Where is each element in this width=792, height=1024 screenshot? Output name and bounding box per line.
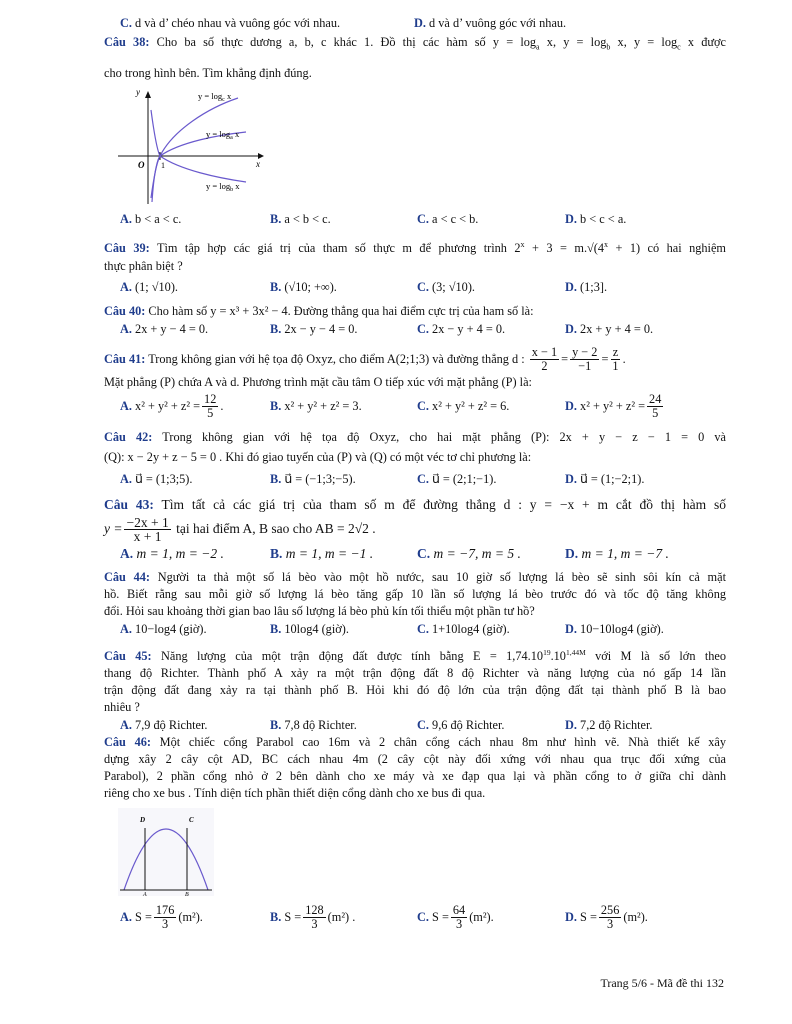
question-text: Người ta thả một số lá bèo vào một hồ nước, sau 10 giờ số lượng lá bèo sẽ sinh sôi kín cả mặt [157, 569, 726, 584]
option-d[interactable]: D. 7,2 độ Richter. [565, 717, 653, 732]
q39-line1 [104, 236, 726, 257]
q42-line2: (Q): x − 2y + z − 5 = 0 . Khi đó giao tuyến của (P) và (Q) có một véc tơ chỉ phương là: [104, 449, 532, 464]
option-c[interactable]: C. m = −7, m = 5 . [417, 545, 521, 561]
subscript: c [677, 42, 681, 52]
q42-options [104, 470, 726, 488]
fraction: $\frac{-2x + 1}{x + 1}$ [126, 514, 169, 544]
q45-options [104, 716, 726, 734]
q43-line2: y = $\frac{-2x + 1}{x + 1}$ tại hai điểm A, B sao cho AB = 2√2 . [104, 514, 376, 544]
point-d-label: D [140, 815, 146, 824]
origin-label: O [138, 160, 145, 171]
parabola-gate-svg [118, 808, 214, 896]
option-a[interactable]: A. 2x + y − 4 = 0. [120, 321, 209, 336]
option-b[interactable]: B. m = 1, m = −1 . [270, 545, 374, 561]
subscript: a [536, 42, 540, 52]
fraction: $\frac{y - 2}{-1}$ [572, 345, 598, 374]
q46-line2: dựng xây 2 cây cột AD, BC cách nhau 4m (2 cây cột này đối xứng với nhau qua trục đối xứng của [104, 751, 726, 766]
q41-options [104, 391, 726, 421]
option-d[interactable]: D. x² + y² + z² = $\frac{24}{5}$ [565, 392, 662, 421]
option-b[interactable]: B. 10log4 (giờ). [270, 621, 349, 636]
question-label: Câu 42: [104, 429, 153, 444]
superscript: x [604, 240, 609, 250]
superscript: 19 [543, 647, 551, 657]
question-text: + 3 = m.√(4 [524, 241, 605, 256]
question-text: x được [680, 35, 726, 49]
question-text: .10 [550, 648, 566, 663]
question-text: Tìm tất cả các giá trị của tham số m để đường thẳng d : y = −x + m cắt đồ thị hàm số [161, 496, 726, 512]
q46-line1 [104, 734, 726, 751]
option-d[interactable]: D. S = $\frac{256}{3}$ (m²). [565, 903, 648, 932]
page-footer: Trang 5/6 - Mã đề thi 132 [600, 976, 724, 990]
q39-line2: thực phân biệt ? [104, 258, 183, 273]
q44-line2: hồ. Biết rằng sau mỗi giờ số lượng lá bèo tăng gấp 10 lần số lượng lá bèo trước đó và tốc độ tăng không [104, 586, 726, 601]
y-axis-label: y [136, 90, 140, 98]
question-label: Câu 39: [104, 241, 150, 256]
curve-label-b: $y = \log_b x$ [206, 181, 240, 194]
question-text: Một chiếc cổng Parabol cao 16m và 2 chân cổng cách nhau 8m như hình vẽ. Nhà thiết kế xây [159, 734, 726, 749]
option-a[interactable]: A. 10−log4 (giờ). [120, 621, 207, 636]
curve-label-a: $y = \log_a x$ [206, 129, 240, 142]
option-b[interactable]: B. a < b < c. [270, 212, 331, 227]
q40-line1 [104, 303, 726, 320]
q39-options [104, 278, 726, 296]
question-text: Cho ba số thực dương a, b, c khác 1. Đồ thị các hàm số y = log [156, 35, 537, 49]
option-c[interactable]: C. a < c < b. [417, 212, 479, 227]
option-b[interactable]: B. S = $\frac{128}{3}$ (m²) . [270, 903, 356, 932]
question-label: Câu 38: [104, 35, 150, 49]
option-d[interactable]: D. 2x + y + 4 = 0. [565, 321, 654, 336]
option-c[interactable]: C. S = $\frac{64}{3}$ (m²). [417, 903, 494, 932]
option-c[interactable]: C. 2x − y + 4 = 0. [417, 321, 506, 336]
option-c[interactable]: C. (3; √10). [417, 279, 475, 294]
option-d[interactable]: D. m = 1, m = −7 . [565, 545, 669, 561]
prev-options [104, 14, 726, 32]
option-c[interactable]: C. 1+10log4 (giờ). [417, 621, 510, 636]
q38-line1 [104, 34, 726, 55]
question-text: Năng lượng của một trận động đất được tính bằng E = 1,74.10 [161, 648, 544, 663]
fraction: $\frac{z}{1}$ [612, 345, 619, 374]
q41-line1: Câu 41: Trong không gian với hệ tọa độ Oxyz, cho điểm A(2;1;3) và đường thẳng d : $\frac{x - 1}{2}$ = $\frac{y - 2}{-1}$ = $\frac{z}{1}$ . [104, 345, 626, 374]
option-d[interactable]: D. 10−10log4 (giờ). [565, 621, 664, 636]
log-graph-svg [118, 90, 268, 208]
option-key: D. [414, 16, 426, 30]
q44-line3: đổi. Hỏi sau khoảng thời gian bao lâu số lượng lá bèo phủ kín tối thiểu một phần tư hồ? [104, 603, 535, 618]
subscript: b [606, 42, 611, 52]
q45-line4: nhiêu ? [104, 699, 140, 714]
option-a[interactable]: A. S = $\frac{176}{3}$ (m²). [120, 903, 203, 932]
q43-options [104, 545, 726, 563]
option-key: C. [120, 16, 132, 30]
option-a[interactable]: A. 7,9 độ Richter. [120, 717, 208, 732]
q38-line2: cho trong hình bên. Tìm khẳng định đúng. [104, 66, 312, 81]
option-b[interactable]: B. 2x − y − 4 = 0. [270, 321, 358, 336]
question-text: Cho hàm số y = x³ + 3x² − 4. Đường thẳng qua hai điểm cực trị của ham số là: [148, 303, 534, 318]
question-label: Câu 43: [104, 496, 154, 512]
q43-line1 [104, 496, 726, 513]
option-c[interactable]: C. x² + y² + z² = 6. [417, 398, 510, 413]
q42-line1 [104, 429, 726, 446]
question-text: + 1) có hai nghiệm [608, 241, 726, 256]
q38-options [104, 210, 726, 228]
curve-label-c: $y = \log_c x$ [198, 91, 232, 104]
q44-options [104, 620, 726, 638]
option-b[interactable]: B. (√10; +∞). [270, 279, 337, 294]
option-text: d và d’ vuông góc với nhau. [429, 16, 567, 30]
q46-line3: Parabol), 2 phần cổng nhỏ ở 2 bên dành cho xe máy và xe đạp qua lại và phần cổng to ở giữa chỉ dành [104, 768, 726, 783]
option-a[interactable]: A. x² + y² + z² = $\frac{12}{5}$ . [120, 392, 224, 421]
question-label: Câu 40: [104, 303, 146, 318]
q45-line3: trận động đất đang xảy ra tại thành phố B. Hỏi khi đó độ lớn của trận động đất tại thành phố B là bao [104, 682, 726, 697]
exam-page [104, 14, 726, 932]
option-c[interactable]: C. u⃗ = (2;1;−1). [417, 471, 497, 486]
option-c[interactable]: C. 9,6 độ Richter. [417, 717, 505, 732]
option-a[interactable]: A. m = 1, m = −2 . [120, 545, 224, 561]
question-text: với M là số lớn theo [585, 648, 727, 663]
q41-line2: Mặt phẳng (P) chứa A và d. Phương trình mặt cầu tâm O tiếp xúc với mặt phẳng (P) là: [104, 374, 532, 389]
option-d[interactable]: D. (1;3]. [565, 279, 608, 294]
question-label: Câu 45: [104, 648, 152, 663]
option-b[interactable]: B. u⃗ = (−1;3;−5). [270, 471, 356, 486]
question-label: Câu 46: [104, 734, 151, 749]
point-c-label: C [189, 815, 194, 824]
point-a-label: A [143, 891, 147, 896]
question-text: Trong không gian với hệ tọa độ Oxyz, cho điểm A(2;1;3) và đường thẳng d : [148, 351, 525, 366]
log-graph [118, 90, 726, 212]
option-a[interactable]: A. (1; √10). [120, 279, 178, 294]
option-text: d và d’ chéo nhau và vuông góc với nhau. [135, 16, 341, 30]
question-text: x, y = log [610, 35, 678, 49]
question-text: tại hai điểm A, B sao cho AB = 2√2 . [176, 520, 376, 536]
q44-line1 [104, 569, 726, 586]
superscript: 1,44M [565, 647, 586, 657]
option-b[interactable]: B. 7,8 độ Richter. [270, 717, 357, 732]
superscript: x [520, 240, 525, 250]
tick-label: 1 [161, 161, 165, 171]
question-label: Câu 41: [104, 351, 146, 366]
question-text: x, y = log [539, 35, 607, 49]
q45-line2: thang độ Richter. Thành phố A xảy ra một trận động đất 8 độ Richter và năng lượng của nó gấp 14 lần [104, 665, 726, 680]
q45-line1 [104, 644, 726, 665]
question-text: Tìm tập hợp các giá trị của tham số thực m để phương trình 2 [156, 241, 521, 256]
option-a[interactable]: A. b < a < c. [120, 212, 182, 227]
fraction: $\frac{x - 1}{2}$ [531, 345, 558, 374]
parabola-gate-figure [118, 808, 726, 900]
question-text: Trong không gian với hệ tọa độ Oxyz, cho hai mặt phẳng (P): 2x + y − z − 1 = 0 và [162, 429, 726, 444]
x-axis-label: x [256, 159, 260, 170]
option-a[interactable]: A. u⃗ = (1;3;5). [120, 471, 193, 486]
option-d[interactable]: D. u⃗ = (1;−2;1). [565, 471, 645, 486]
q46-options [104, 902, 726, 932]
option-b[interactable]: B. x² + y² + z² = 3. [270, 398, 362, 413]
q46-line4: riêng cho xe bus . Tính diện tích phần thiết diện cổng dành cho xe bus đi qua. [104, 785, 486, 800]
q40-options [104, 320, 726, 338]
point-b-label: B [185, 891, 189, 896]
option-d[interactable]: D. b < c < a. [565, 212, 627, 227]
question-label: Câu 44: [104, 569, 150, 584]
